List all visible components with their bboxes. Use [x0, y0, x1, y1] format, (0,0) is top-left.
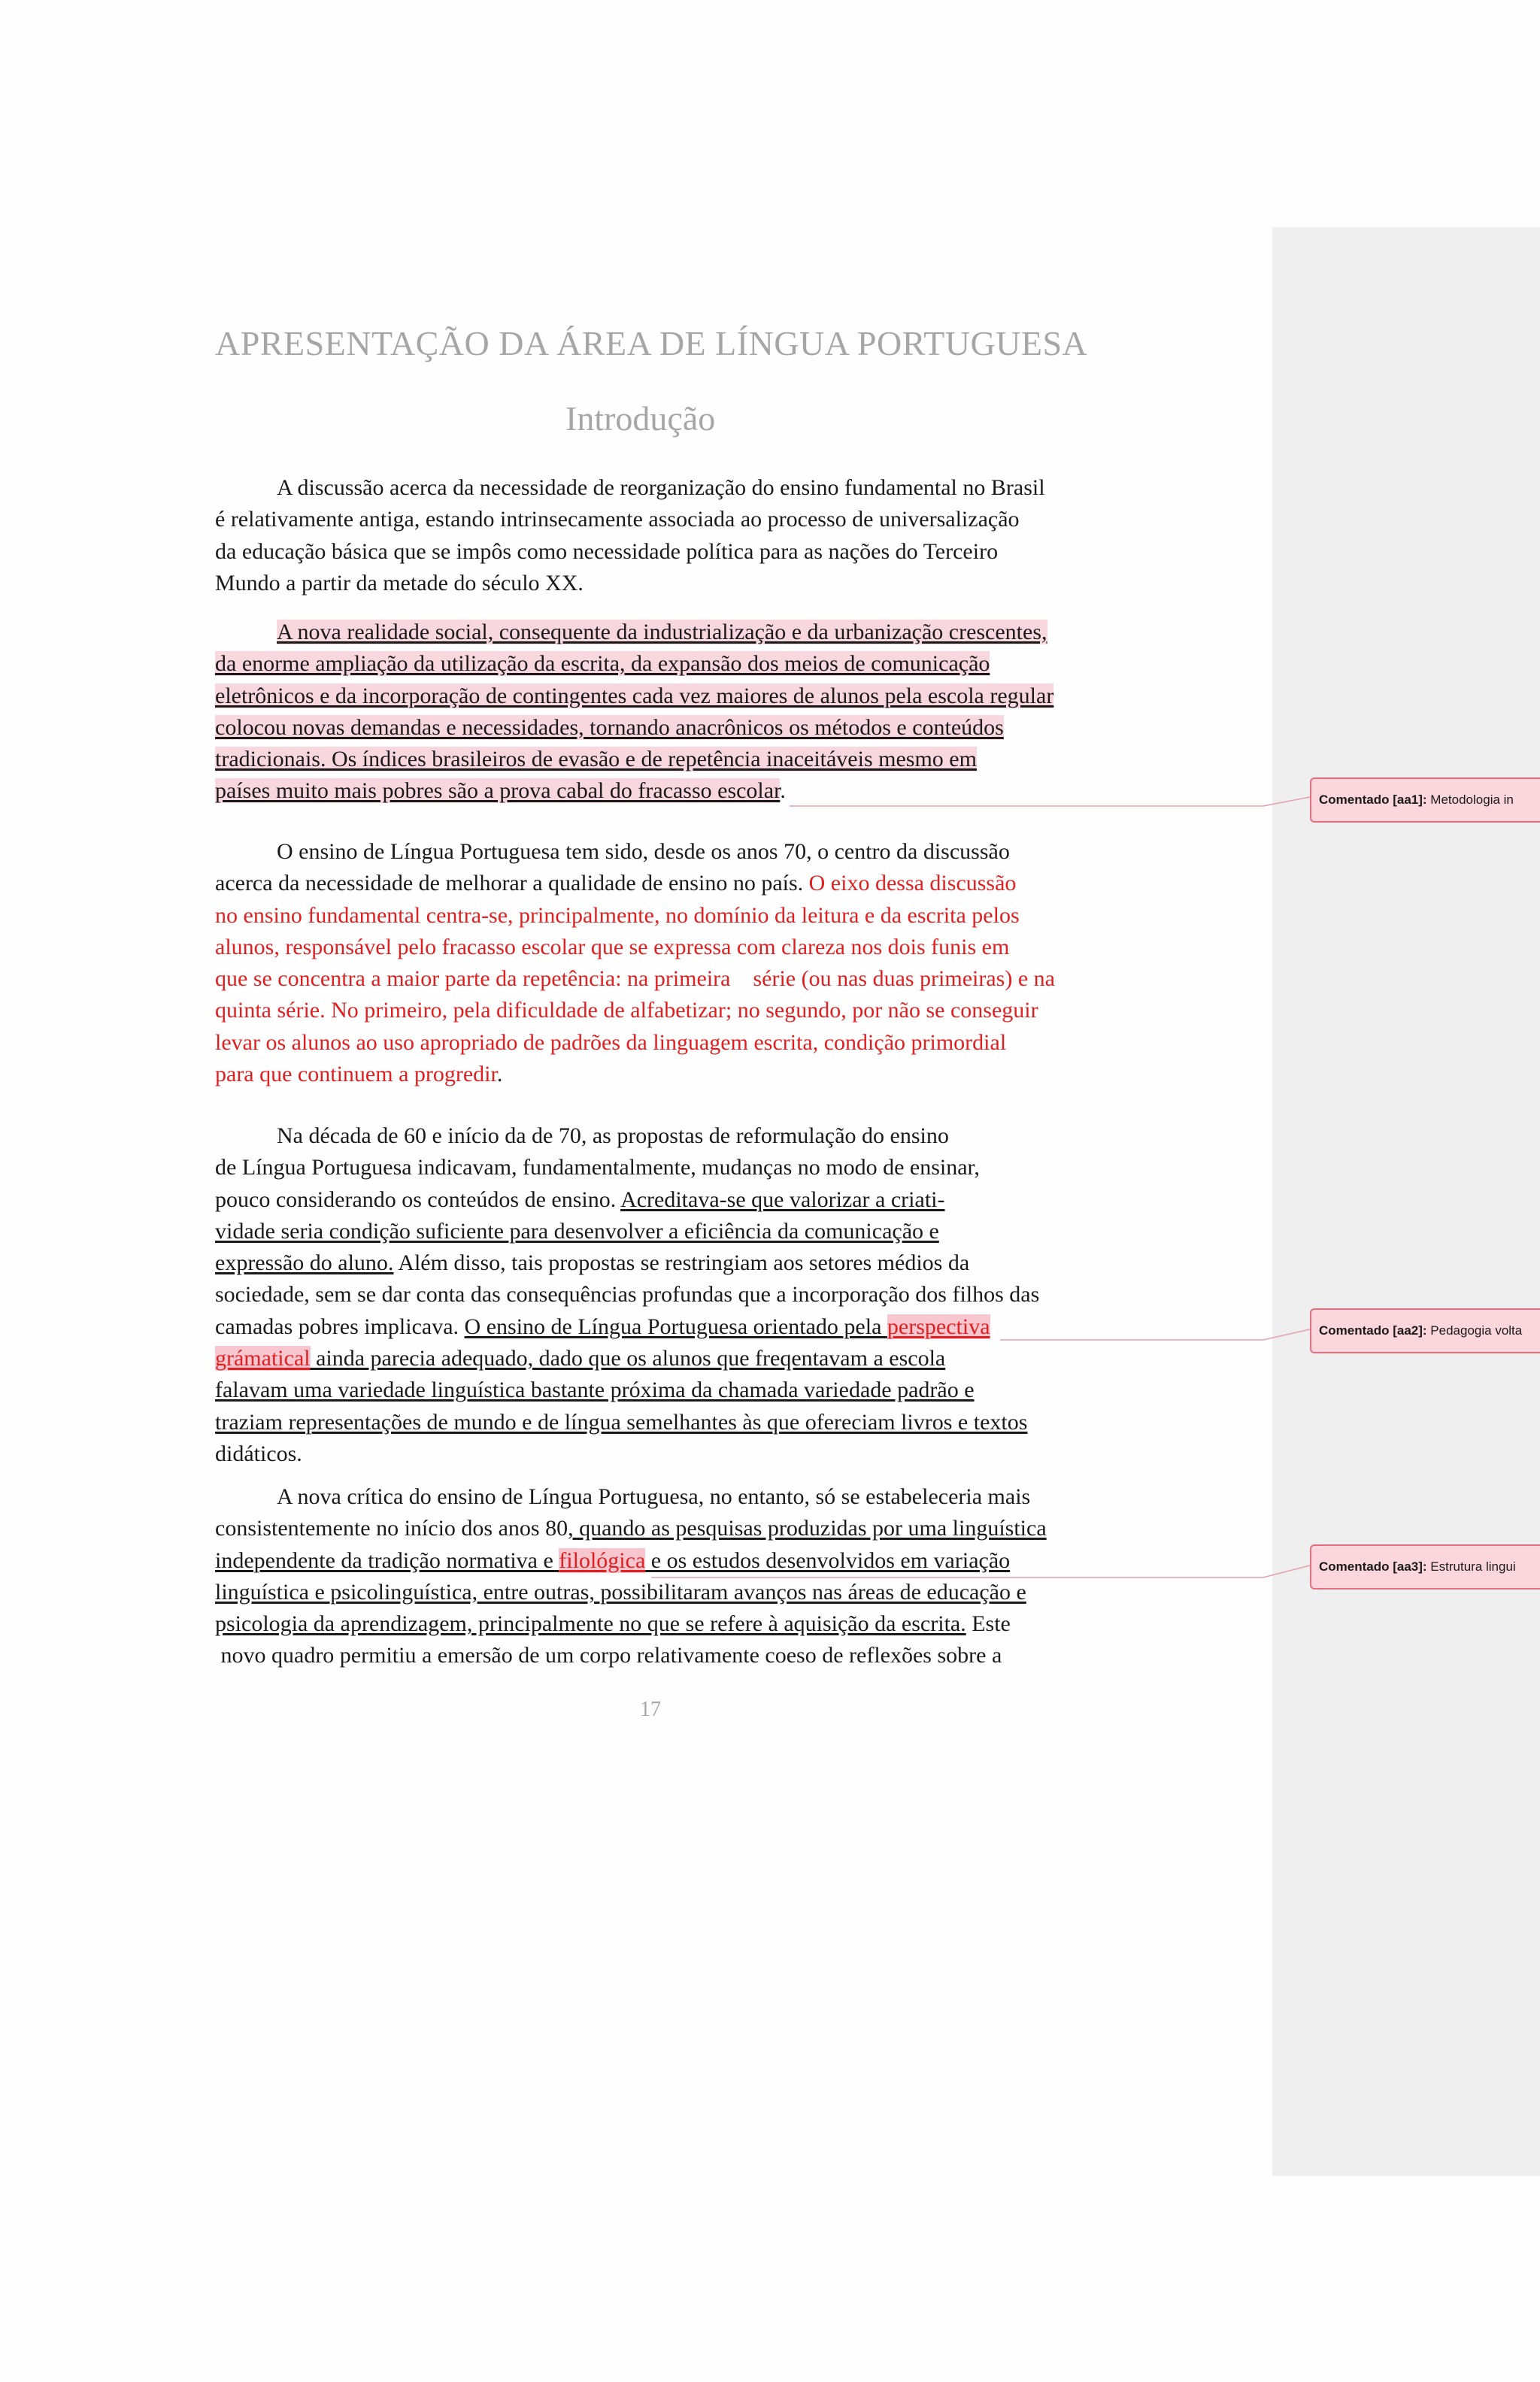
- text-line: novo quadro permitiu a emersão de um corpo relativamente coeso de reflexões sobre a: [215, 1643, 1002, 1668]
- text-line: Mundo a partir da metade do século XX.: [215, 570, 584, 596]
- text-line: Na década de 60 e início da de 70, as propostas de reformulação do ensino: [277, 1123, 949, 1148]
- underlined-text: linguística e psicolinguística, entre outras, possibilitaram avanços nas áreas de educação e: [215, 1579, 1026, 1605]
- text-span: camadas pobres implicava.: [215, 1314, 465, 1339]
- underlined-text: Acreditava-se que valorizar a criati-: [620, 1186, 945, 1212]
- comment-text: Metodologia in: [1426, 792, 1514, 807]
- underlined-text: independente da tradição normativa e: [215, 1547, 559, 1573]
- comment-text: Estrutura lingui: [1426, 1559, 1516, 1574]
- comment-balloon-aa1[interactable]: [1310, 777, 1540, 823]
- page-number: 17: [640, 1698, 661, 1721]
- revision-line: quinta série. No primeiro, pela dificuldade de alfabetizar; no segundo, por não se conseguir: [215, 998, 1038, 1023]
- text-span: acerca da necessidade de melhorar a qualidade de ensino no país.: [215, 871, 809, 896]
- revision-text: O eixo dessa discussão: [808, 871, 1017, 896]
- comment-text: Pedagogia volta: [1426, 1323, 1523, 1338]
- text-line: O ensino de Língua Portuguesa tem sido, desde os anos 70, o centro da discussão: [277, 839, 1010, 864]
- text-line: de Língua Portuguesa indicavam, fundamentalmente, mudanças no modo de ensinar,: [215, 1155, 980, 1180]
- punctuation: .: [496, 1062, 503, 1087]
- text-line: sociedade, sem se dar conta das consequências profundas que a incorporação dos filhos das: [215, 1282, 1040, 1308]
- comment-balloon-aa2[interactable]: [1310, 1308, 1540, 1353]
- comment-balloon-aa3[interactable]: [1310, 1544, 1540, 1590]
- underlined-text: vidade seria condição suficiente para desenvolver a eficiência da comunicação e: [215, 1218, 939, 1244]
- commented-text[interactable]: colocou novas demandas e necessidades, tornando anacrônicos os métodos e conteúdos: [215, 714, 1004, 740]
- underlined-text: O ensino de Língua Portuguesa orientado pela: [464, 1314, 887, 1339]
- commented-text[interactable]: da enorme ampliação da utilização da escrita, da expansão dos meios de comunicação: [215, 651, 990, 677]
- connector-aa1: [790, 797, 1310, 806]
- underlined-text: , quando as pesquisas produzidas por uma linguística: [568, 1516, 1047, 1541]
- commented-text[interactable]: países muito mais pobres são a prova cabal do fracasso escolar: [215, 778, 781, 804]
- underlined-text: e os estudos desenvolvidos em variação: [645, 1547, 1011, 1573]
- section-subtitle: Introdução: [565, 399, 716, 438]
- connector-aa3: [651, 1565, 1310, 1577]
- revision-line: que se concentra a maior parte da repetência: na primeira série (ou nas duas primeiras) e na: [215, 966, 1055, 992]
- text-line: A nova crítica do ensino de Língua Portuguesa, no entanto, só se estabeleceria mais: [277, 1484, 1031, 1509]
- comment-label: Comentado [aa1]:: [1319, 792, 1427, 807]
- text-span: consistentemente no início dos anos 80: [215, 1516, 568, 1541]
- text-line: é relativamente antiga, estando intrinsecamente associada ao processo de universalização: [215, 507, 1020, 532]
- revision-line: levar os alunos ao uso apropriado de padrões da linguagem escrita, condição primordial: [215, 1029, 1007, 1055]
- underlined-text: expressão do aluno.: [215, 1250, 394, 1276]
- text-line: da educação básica que se impôs como necessidade política para as nações do Terceiro: [215, 538, 999, 564]
- comment-anchor-aa2[interactable]: perspectiva: [887, 1314, 990, 1339]
- revision-text: para que continuem a progredir: [215, 1062, 497, 1087]
- comment-anchor-aa2[interactable]: grámatical: [215, 1346, 311, 1371]
- commented-text[interactable]: tradicionais. Os índices brasileiros de evasão e de repetência inaceitáveis mesmo em: [215, 747, 977, 772]
- underlined-text: psicologia da aprendizagem, principalmente no que se refere à aquisição da escrita.: [215, 1611, 966, 1637]
- underlined-text: traziam representações de mundo e de língua semelhantes às que ofereciam livros e textos: [215, 1409, 1028, 1435]
- text-span: pouco considerando os conteúdos de ensino.: [215, 1186, 621, 1212]
- text-span: Este: [966, 1611, 1011, 1637]
- underlined-text: ainda parecia adequado, dado que os alunos que freqentavam a escola: [310, 1346, 946, 1371]
- comment-anchor-aa3[interactable]: filológica: [559, 1547, 646, 1573]
- commented-text[interactable]: eletrônicos e da incorporação de contingentes cada vez maiores de alunos pela escola regular: [215, 683, 1054, 708]
- text-line: didáticos.: [215, 1441, 302, 1466]
- text-line: A discussão acerca da necessidade de reorganização do ensino fundamental no Brasil: [277, 475, 1045, 500]
- punctuation: .: [780, 778, 786, 804]
- underlined-text: falavam uma variedade linguística bastante próxima da chamada variedade padrão e: [215, 1377, 975, 1403]
- text-span: Além disso, tais propostas se restringiam aos setores médios da: [393, 1250, 970, 1276]
- comment-label: Comentado [aa3]:: [1319, 1559, 1427, 1574]
- comment-label: Comentado [aa2]:: [1319, 1323, 1427, 1338]
- revision-line: alunos, responsável pelo fracasso escolar que se expressa com clareza nos dois funis em: [215, 934, 1010, 959]
- document-title: APRESENTAÇÃO DA ÁREA DE LÍNGUA PORTUGUESA: [215, 324, 1088, 362]
- revision-line: no ensino fundamental centra-se, principalmente, no domínio da leitura e da escrita pelos: [215, 902, 1020, 928]
- commented-text[interactable]: A nova realidade social, consequente da industrialização e da urbanização crescentes,: [277, 620, 1047, 644]
- connector-aa2: [1000, 1329, 1310, 1340]
